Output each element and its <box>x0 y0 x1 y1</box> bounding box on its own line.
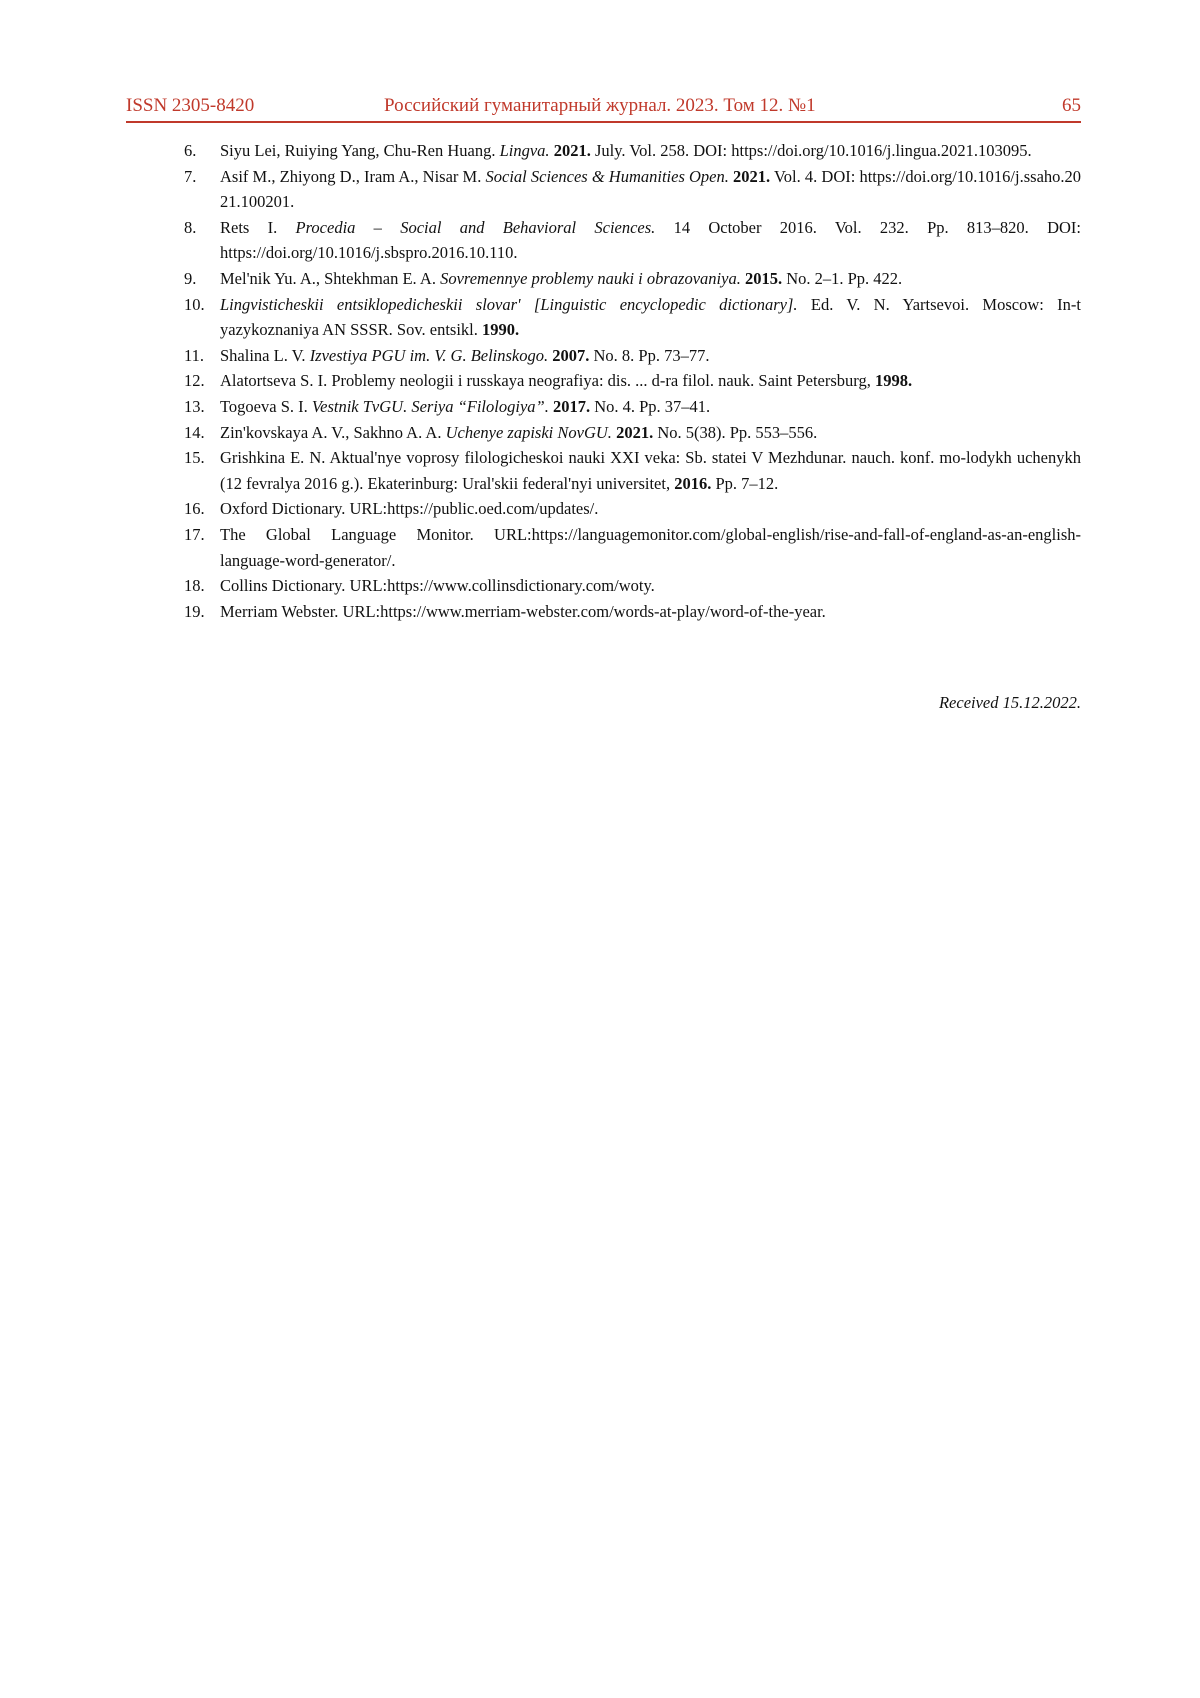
reference-details: 14 October 2016. Vol. 232. Pp. 813–820. DOI: https://doi.org/10.1016/j.sbspro.2016.10.110. <box>220 217 1081 263</box>
reference-item <box>184 343 1081 369</box>
reference-year: 2016. <box>670 473 712 493</box>
reference-link: The Global Language Monitor. URL:https://languagemonitor.com/global-english/rise-and-fall-of-england-as-an-english-language-word-generator/. <box>220 524 1081 570</box>
reference-details: Vol. 4. DOI: https://doi.org/10.1016/j.ssaho.2021.100201. <box>220 166 1082 212</box>
reference-authors: Grishkina E. N. Aktual'nye voprosy filologicheskoi nauki XXI veka: Sb. statei V Mezhdunar. nauch. konf. mo-lodykh uchenykh (12 fevralya 2016 g.). Ekaterinburg: Ural'skii federal'nyi universitet, <box>220 448 1081 493</box>
reference-number: 14. <box>184 422 205 442</box>
reference-year-end: 1990. <box>477 320 520 340</box>
journal-title: Российский гуманитарный журнал. 2023. Том 12. №1 <box>384 95 816 116</box>
reference-number: 13. <box>184 396 205 416</box>
page-number: 65 <box>1062 95 1081 116</box>
reference-details: July. Vol. 258. DOI: https://doi.org/10.1016/j.lingua.2021.103095. <box>590 141 1032 160</box>
reference-authors: Asif M., Zhiyong D., Iram A., Nisar M. <box>220 166 486 186</box>
reference-number: 16. <box>184 499 205 519</box>
issn: ISSN 2305-8420 <box>126 95 255 116</box>
reference-source: Sovremennye problemy nauki i obrazovaniya. <box>440 268 741 288</box>
reference-authors: Togoeva S. I. <box>220 396 312 416</box>
reference-item <box>184 420 1081 446</box>
reference-item <box>184 292 1081 343</box>
reference-details: Pp. 7–12. <box>711 473 779 493</box>
reference-number: 11. <box>184 345 205 365</box>
reference-source: Lingva. <box>499 141 550 160</box>
reference-year: 2021. <box>728 166 771 186</box>
reference-number: 15. <box>184 448 205 468</box>
reference-item <box>184 164 1081 215</box>
reference-number: 18. <box>184 576 205 596</box>
reference-year: 2017. <box>548 396 591 416</box>
reference-source: Vestnik TvGU. Seriya “Filologiya”. <box>311 396 549 416</box>
reference-number: 10. <box>184 294 205 314</box>
reference-item <box>184 394 1081 420</box>
reference-item <box>184 368 1081 394</box>
reference-item <box>184 215 1081 266</box>
reference-item <box>184 445 1081 496</box>
running-header <box>126 92 1081 120</box>
reference-source: Izvestiya PGU im. V. G. Belinskogo. <box>309 345 549 365</box>
reference-details: Ed. V. N. Yartsevoi. Moscow: In-t yazykoznaniya AN SSSR. Sov. entsikl. <box>220 294 1082 340</box>
reference-item <box>184 496 1081 522</box>
reference-year-end: 1998. <box>870 371 913 391</box>
reference-details: No. 5(38). Pp. 553–556. <box>653 422 818 442</box>
reference-source: Social Sciences & Humanities Open. <box>485 166 729 186</box>
header-rule <box>126 121 1081 123</box>
reference-details: No. 2–1. Pp. 422. <box>782 268 903 288</box>
reference-source: Uchenye zapiski NovGU. <box>445 422 612 442</box>
reference-year: 2021. <box>611 422 654 442</box>
reference-item <box>184 599 1081 625</box>
received-date: Received 15.12.2022. <box>938 693 1081 712</box>
reference-item <box>184 522 1081 573</box>
reference-number: 8. <box>184 217 197 237</box>
reference-year: 2021. <box>549 141 591 160</box>
reference-number: 7. <box>184 166 197 186</box>
reference-number: 6. <box>184 141 197 160</box>
reference-link: Oxford Dictionary. URL:https://public.oed.com/updates/. <box>220 499 599 519</box>
reference-link: Collins Dictionary. URL:https://www.collinsdictionary.com/woty. <box>220 576 655 596</box>
reference-number: 19. <box>184 601 205 621</box>
reference-authors: Rets I. <box>220 217 296 237</box>
reference-source: Lingvisticheskii entsiklopedicheskii slovar' [Linguistic encyclopedic dictionary]. <box>220 294 798 314</box>
reference-details: No. 8. Pp. 73–77. <box>589 345 710 365</box>
reference-details: No. 4. Pp. 37–41. <box>590 396 711 416</box>
reference-item <box>184 573 1081 599</box>
reference-item <box>184 138 1081 164</box>
reference-authors: Shalina L. V. <box>220 345 310 365</box>
reference-source: Procedia – Social and Behavioral Sciences. <box>295 217 656 237</box>
reference-item <box>184 266 1081 292</box>
reference-year: 2015. <box>740 268 783 288</box>
reference-number: 17. <box>184 524 205 544</box>
reference-authors: Mel'nik Yu. A., Shtekhman E. A. <box>220 268 441 288</box>
reference-year: 2007. <box>548 345 590 365</box>
reference-list <box>184 138 1081 624</box>
reference-authors: Siyu Lei, Ruiying Yang, Chu-Ren Huang. <box>220 141 500 160</box>
reference-number: 9. <box>184 268 197 288</box>
reference-authors: Alatortseva S. I. Problemy neologii i russkaya neografiya: dis. ... d-ra filol. nauk. Saint Petersburg, <box>220 371 871 391</box>
reference-authors: Zin'kovskaya A. V., Sakhno A. A. <box>220 422 446 442</box>
reference-link: Merriam Webster. URL:https://www.merriam-webster.com/words-at-play/word-of-the-year. <box>220 601 826 621</box>
reference-number: 12. <box>184 371 205 391</box>
